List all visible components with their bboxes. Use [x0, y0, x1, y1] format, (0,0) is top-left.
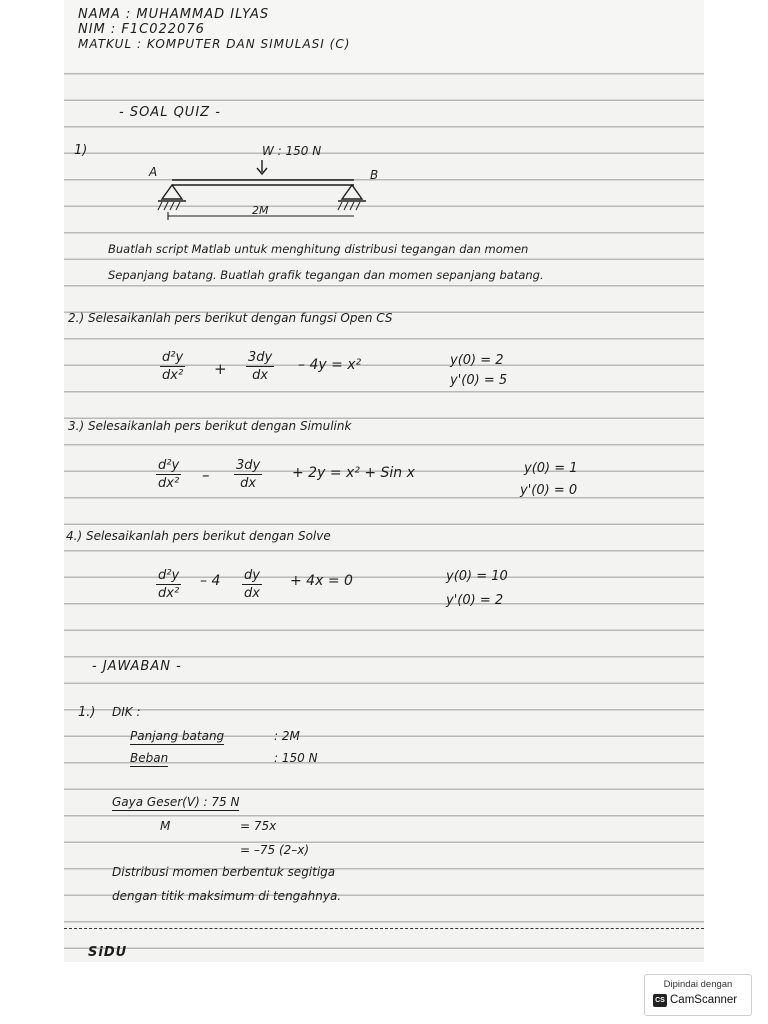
notebook-page: [64, 0, 704, 962]
bottom-partial-text: SiDU: [88, 945, 128, 960]
q3-term1-fraction: [156, 458, 181, 491]
ans1-label-panjang-text: Panjang batang: [130, 729, 225, 743]
q4-term1-den: dx²: [158, 586, 180, 601]
ans1-dik: DIK :: [112, 705, 141, 719]
ans1-m-value1: = 75x: [240, 819, 277, 833]
jawaban-title: - JAWABAN -: [92, 659, 182, 674]
q2-term2-den: dx: [252, 368, 269, 383]
q2-op1: +: [214, 360, 227, 378]
q4-text: 4.) Selesaikanlah pers berikut dengan Solve: [66, 529, 331, 543]
q4-rest: + 4x = 0: [290, 573, 353, 589]
q1-number: 1): [74, 143, 88, 158]
support-b-icon: [338, 185, 366, 210]
camscanner-logo-icon: CS: [653, 994, 667, 1007]
ans1-gaya: [112, 796, 239, 808]
camscanner-watermark: [644, 974, 752, 1016]
load-arrow-icon: [257, 160, 267, 174]
beam-line: [172, 180, 354, 185]
support-a-icon: [158, 185, 186, 210]
q2-text: 2.) Selesaikanlah pers berikut dengan fungsi Open CS: [68, 311, 393, 325]
watermark-line1: Dipindai dengan: [663, 979, 733, 990]
q1-text-line1: Buatlah script Matlab untuk menghitung distribusi tegangan dan momen: [108, 242, 529, 256]
q4-term2-num: dy: [244, 568, 260, 583]
q4-term2-fraction: [242, 568, 262, 601]
q3-term1-den: dx²: [158, 476, 180, 491]
ans1-m-label: M: [160, 819, 171, 833]
q2-term1-den: dx²: [162, 368, 184, 383]
q3-term2-fraction: [234, 458, 262, 491]
ans1-label-beban-text: Beban: [130, 751, 169, 765]
ans1-value-beban: : 150 N: [274, 751, 318, 765]
q3-cond1: y(0) = 1: [524, 461, 578, 476]
q2-cond2: y'(0) = 5: [450, 373, 508, 388]
q2-term2-fraction: [246, 350, 274, 383]
page-divider: [64, 928, 704, 929]
q4-op1: – 4: [200, 573, 221, 589]
ans1-label-panjang: [130, 730, 224, 742]
q3-term2-den: dx: [240, 476, 257, 491]
q3-term1-num: d²y: [158, 458, 180, 473]
header-nama: NAMA : MUHAMMAD ILYAS: [78, 7, 270, 22]
ans1-number: 1.): [78, 705, 96, 720]
q3-cond2: y'(0) = 0: [520, 483, 578, 498]
ans1-label-beban: [130, 752, 168, 764]
q4-term2-den: dx: [244, 586, 260, 601]
q1-point-b: B: [370, 168, 379, 182]
q3-term2-num: 3dy: [236, 458, 261, 473]
q4-cond2: y'(0) = 2: [446, 593, 504, 608]
soal-title: - SOAL QUIZ -: [119, 105, 221, 120]
q2-term1-fraction: [160, 350, 185, 383]
q1-text-line2: Sepanjang batang. Buatlah grafik tegangan dan momen sepanjang batang.: [108, 268, 544, 282]
q3-text: 3.) Selesaikanlah pers berikut dengan Simulink: [68, 419, 352, 433]
q1-point-a: A: [149, 165, 158, 179]
header-nim: NIM : F1C022076: [78, 22, 205, 37]
q4-cond1: y(0) = 10: [446, 569, 508, 584]
q1-load-label: W : 150 N: [262, 144, 322, 158]
q1-length-label: 2M: [252, 204, 269, 217]
ans1-m-value2: = –75 (2–x): [240, 843, 310, 857]
q2-term1-num: d²y: [162, 350, 184, 365]
q4-term1-fraction: [156, 568, 181, 601]
ans1-conclusion1: Distribusi momen berbentuk segitiga: [112, 865, 336, 879]
q2-term2-num: 3dy: [248, 350, 273, 365]
header-matkul: MATKUL : KOMPUTER DAN SIMULASI (C): [78, 37, 351, 51]
q2-cond1: y(0) = 2: [450, 353, 504, 368]
ans1-conclusion2: dengan titik maksimum di tengahnya.: [112, 889, 342, 903]
q3-rest: + 2y = x² + Sin x: [292, 465, 415, 481]
q3-op1: –: [202, 466, 210, 484]
q2-rest: – 4y = x²: [298, 357, 362, 373]
watermark-line2: CamScanner: [670, 994, 738, 1006]
ans1-gaya-text: Gaya Geser(V) : 75 N: [112, 795, 240, 809]
q4-term1-num: d²y: [158, 568, 180, 583]
ans1-value-panjang: : 2M: [274, 729, 300, 743]
